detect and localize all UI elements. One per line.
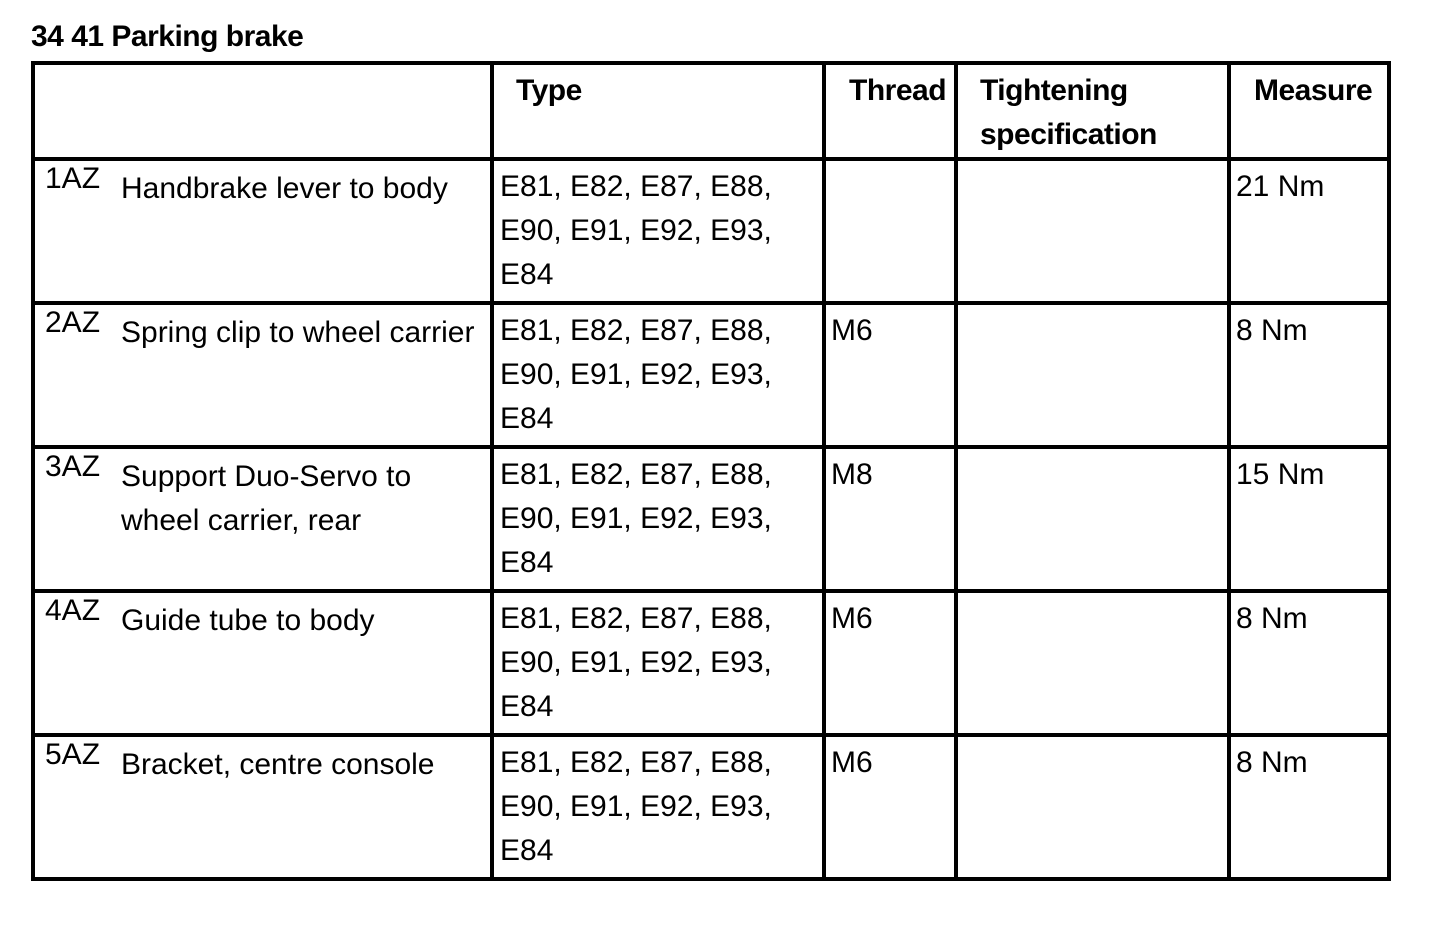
measure-cell: 21 Nm bbox=[1229, 159, 1389, 303]
type-cell: E81, E82, E87, E88, E90, E91, E92, E93, E84 bbox=[492, 735, 824, 879]
tightening-cell bbox=[956, 735, 1229, 879]
measure-cell: 8 Nm bbox=[1229, 303, 1389, 447]
item-cell bbox=[33, 591, 492, 735]
type-cell: E81, E82, E87, E88, E90, E91, E92, E93, E84 bbox=[492, 447, 824, 591]
item-description: Bracket, centre console bbox=[121, 748, 435, 781]
table-row bbox=[33, 303, 1389, 447]
thread-cell bbox=[824, 159, 956, 303]
torque-spec-table bbox=[31, 61, 1391, 881]
table-row bbox=[33, 447, 1389, 591]
measure-cell: 8 Nm bbox=[1229, 735, 1389, 879]
tightening-cell bbox=[956, 303, 1229, 447]
thread-cell: M6 bbox=[824, 303, 956, 447]
table-row bbox=[33, 591, 1389, 735]
item-code: 4AZ bbox=[45, 594, 101, 627]
item-description: Spring clip to wheel carrier bbox=[121, 316, 475, 349]
header-type: Type bbox=[492, 63, 824, 159]
header-tightening-specification: Tightening specification bbox=[956, 63, 1229, 159]
thread-cell: M8 bbox=[824, 447, 956, 591]
item-description: Handbrake lever to body bbox=[121, 172, 448, 205]
item-code: 3AZ bbox=[45, 450, 101, 483]
type-cell: E81, E82, E87, E88, E90, E91, E92, E93, E84 bbox=[492, 159, 824, 303]
thread-cell: M6 bbox=[824, 591, 956, 735]
measure-cell: 8 Nm bbox=[1229, 591, 1389, 735]
type-cell: E81, E82, E87, E88, E90, E91, E92, E93, E84 bbox=[492, 303, 824, 447]
item-description: Guide tube to body bbox=[121, 604, 375, 637]
item-cell bbox=[33, 303, 492, 447]
page-title: 34 41 Parking brake bbox=[31, 20, 304, 53]
header-thread: Thread bbox=[824, 63, 956, 159]
header-measure: Measure bbox=[1229, 63, 1389, 159]
table-row bbox=[33, 159, 1389, 303]
item-cell bbox=[33, 159, 492, 303]
type-cell: E81, E82, E87, E88, E90, E91, E92, E93, E84 bbox=[492, 591, 824, 735]
item-code: 5AZ bbox=[45, 738, 101, 771]
table-row bbox=[33, 735, 1389, 879]
thread-cell: M6 bbox=[824, 735, 956, 879]
tightening-cell bbox=[956, 159, 1229, 303]
tightening-cell bbox=[956, 591, 1229, 735]
item-code: 2AZ bbox=[45, 306, 101, 339]
item-description: Support Duo-Servo to wheel carrier, rear bbox=[121, 460, 412, 537]
item-code: 1AZ bbox=[45, 162, 101, 195]
table-header-row bbox=[33, 63, 1389, 159]
tightening-cell bbox=[956, 447, 1229, 591]
item-cell bbox=[33, 447, 492, 591]
measure-cell: 15 Nm bbox=[1229, 447, 1389, 591]
header-item bbox=[33, 63, 492, 159]
item-cell bbox=[33, 735, 492, 879]
